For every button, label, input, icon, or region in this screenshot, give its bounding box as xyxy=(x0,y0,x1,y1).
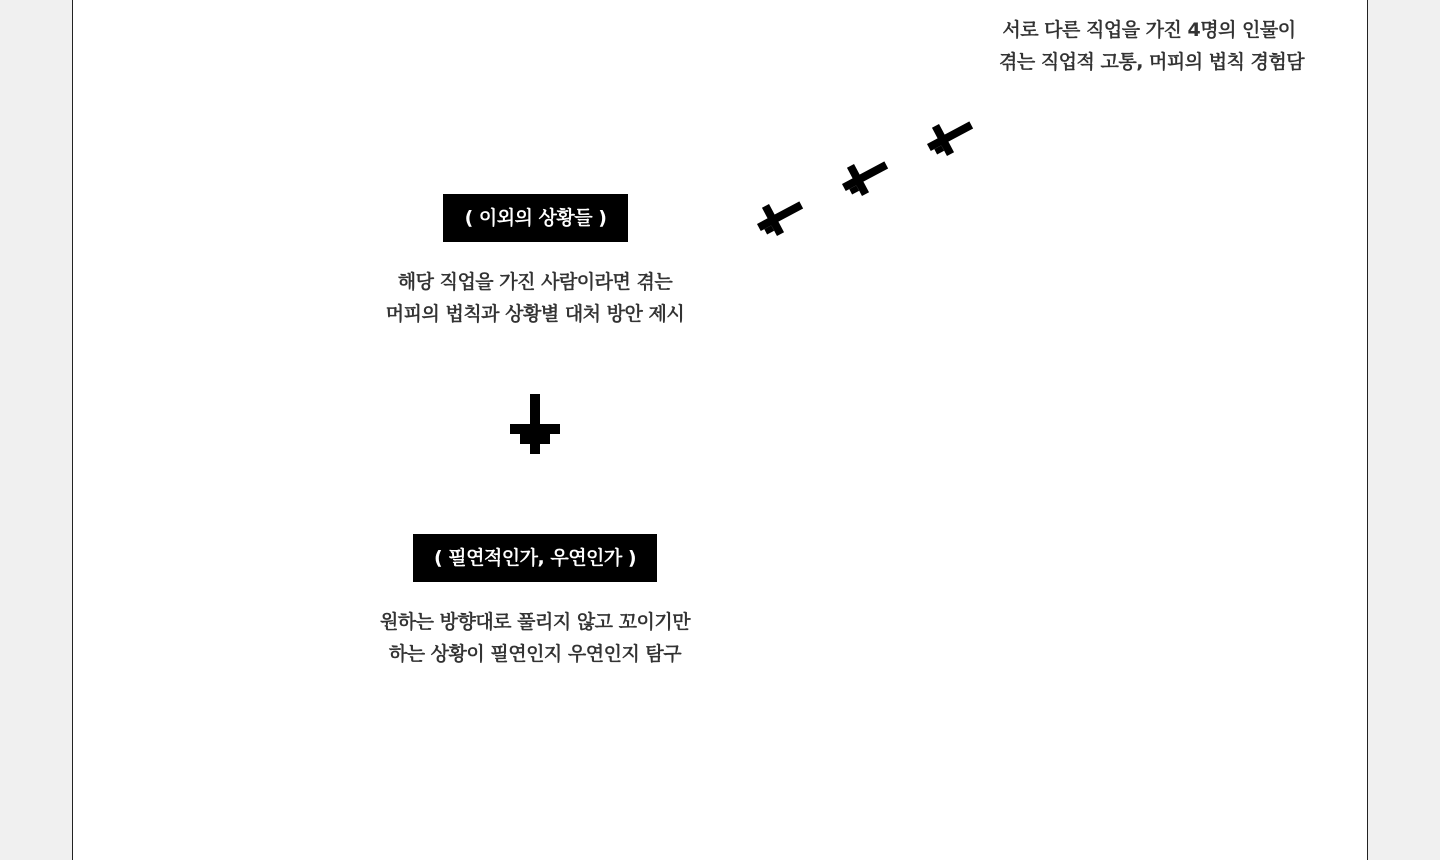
top-description-line2: 겪는 직업적 고통, 머피의 법칙 경험담 xyxy=(999,51,1305,73)
other-situations-description xyxy=(365,266,705,330)
pixel-arrow-icon xyxy=(921,112,981,164)
top-description xyxy=(999,14,1305,78)
tag-other-situations: ( 이외의 상황들 ) xyxy=(443,194,628,242)
pixel-arrow-icon xyxy=(751,192,811,244)
content-panel xyxy=(72,0,1368,860)
pixel-arrow-icon xyxy=(836,152,896,204)
tag-necessity-or-chance: ( 필연적인가, 우연인가 ) xyxy=(413,534,657,582)
necessity-line1: 원하는 방향대로 풀리지 않고 꼬이기만 xyxy=(379,611,691,633)
necessity-description xyxy=(355,606,715,670)
other-situations-line2: 머피의 법칙과 상황별 대처 방안 제시 xyxy=(385,303,685,325)
pixel-down-arrow-icon xyxy=(510,394,560,454)
top-description-line1: 서로 다른 직업을 가진 4명의 인물이 xyxy=(1002,19,1296,41)
other-situations-line1: 해당 직업을 가진 사람이라면 겪는 xyxy=(397,271,673,293)
necessity-line2: 하는 상황이 필연인지 우연인지 탐구 xyxy=(388,643,682,665)
